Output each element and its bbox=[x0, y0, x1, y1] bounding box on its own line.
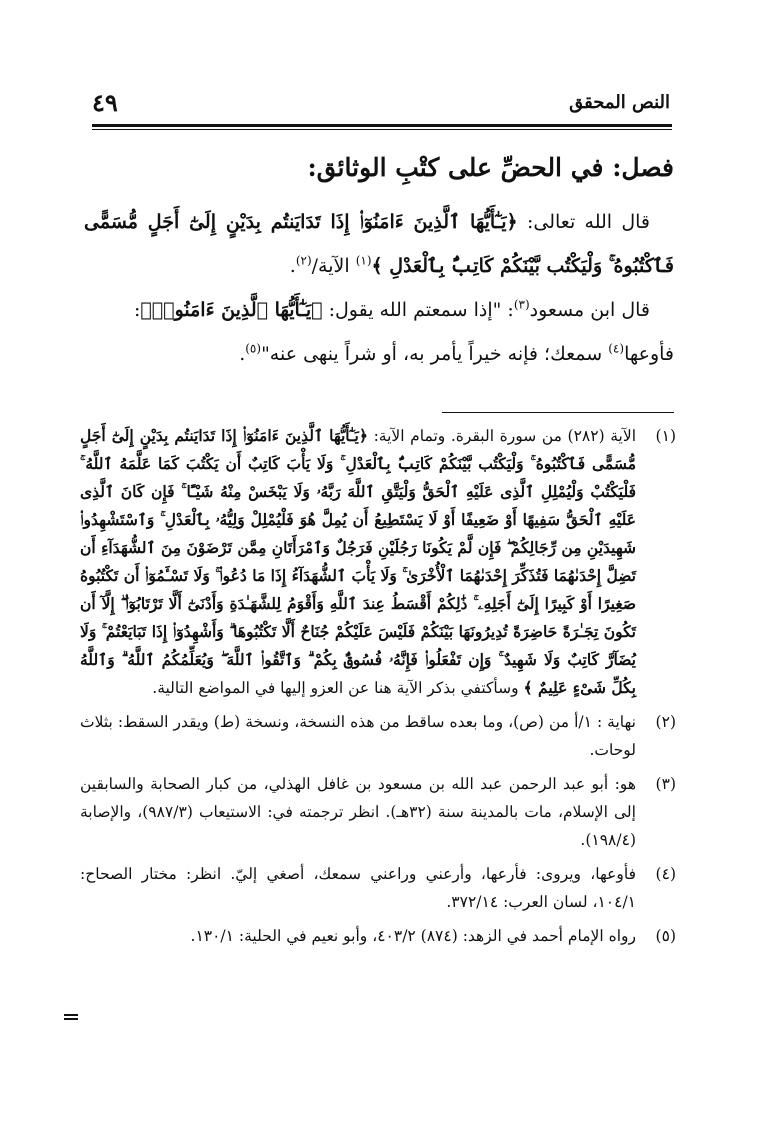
narrator-text: قال ابن مسعود bbox=[529, 299, 650, 321]
footnote-verse: ﴿يَـٰٓأَيُّهَا ٱلَّذِينَ ءَامَنُوٓا۟ إِذَا تَدَايَنتُم بِدَيْنٍ إِلَىٰٓ أَجَلٍ مُّسَمًّى فَٱكْتُبُوهُ ۚ وَلْيَكْتُب بَّيْنَكُمْ كَاتِبٌۢ بِٱلْعَدْلِ ۚ وَلَا يَأْبَ كَاتِبٌ أَن يَكْتُبَ كَمَا عَلَّمَهُ ٱللَّهُ ۚ فَلْيَكْتُبْ وَلْيُمْلِلِ ٱلَّذِى عَلَيْهِ ٱلْحَقُّ وَلْيَتَّقِ ٱللَّهَ رَبَّهُۥ وَلَا يَبْخَسْ مِنْهُ شَيْـًٔا ۚ فَإِن كَانَ ٱلَّذِى عَلَيْهِ ٱلْحَقُّ سَفِيهًا أَوْ ضَعِيفًا أَوْ لَا يَسْتَطِيعُ أَن يُمِلَّ هُوَ فَلْيُمْلِلْ وَلِيُّهُۥ بِٱلْعَدْلِ ۚ وَٱسْتَشْهِدُوا۟ شَهِيدَيْنِ مِن رِّجَالِكُمْ ۖ فَإِن لَّمْ يَكُونَا رَجُلَيْنِ فَرَجُلٌ وَٱمْرَأَتَانِ مِمَّن تَرْضَوْنَ مِنَ ٱلشُّهَدَآءِ أَن تَضِلَّ إِحْدَىٰهُمَا فَتُذَكِّرَ إِحْدَىٰهُمَا ٱلْأُخْرَىٰ ۚ وَلَا يَأْبَ ٱلشُّهَدَآءُ إِذَا مَا دُعُوا۟ ۚ وَلَا تَسْـَٔمُوٓا۟ أَن تَكْتُبُوهُ صَغِيرًا أَوْ كَبِيرًا إِلَىٰٓ أَجَلِهِۦ ۚ ذَٰلِكُمْ أَقْسَطُ عِندَ ٱللَّهِ وَأَقْوَمُ لِلشَّهَـٰدَةِ وَأَدْنَىٰٓ أَلَّا تَرْتَابُوٓا۟ ۖ إِلَّآ أَن تَكُونَ تِجَـٰرَةً حَاضِرَةً تُدِيرُونَهَا بَيْنَكُمْ فَلَيْسَ عَلَيْكُمْ جُنَاحٌ أَلَّا تَكْتُبُوهَا ۗ وَأَشْهِدُوٓا۟ إِذَا تَبَايَعْتُمْ ۚ وَلَا يُضَآرَّ كَاتِبٌ وَلَا شَهِيدٌ ۚ وَإِن تَفْعَلُوا۟ فَإِنَّهُۥ فُسُوقٌۢ بِكُمْ ۗ وَٱتَّقُوا۟ ٱللَّهَ ۖ وَيُعَلِّمُكُمُ ٱللَّهُ ۗ وَٱللَّهُ بِكُلِّ شَىْءٍ عَلِيمٌ ﴾ bbox=[80, 426, 636, 697]
footnote-text: رواه الإمام أحمد في الزهد: (٨٧٤) ٤٠٣/٢، وأبو نعيم في الحلية: ١٣٠/١. bbox=[190, 927, 636, 945]
footnote-text: الآية (٢٨٢) من سورة البقرة. وتمام الآية: bbox=[367, 427, 637, 445]
footnote-ref-3[interactable]: (٣) bbox=[513, 297, 530, 312]
continuation-text: فأوعها bbox=[624, 343, 674, 365]
footnote-number: (١) bbox=[655, 427, 676, 445]
footnote-ref-1[interactable]: (١) bbox=[355, 253, 372, 268]
verse-ayah-label: الآية/ bbox=[311, 255, 356, 277]
footnote-text-suffix: وسأكتفي بذكر الآية هنا عن العزو إليها في المواضع التالية. bbox=[152, 679, 524, 697]
footnote-4 bbox=[80, 860, 676, 916]
header-rule-thin bbox=[92, 129, 672, 130]
main-text bbox=[84, 200, 674, 376]
punctuation: . bbox=[239, 343, 246, 365]
quran-phrase: ﴿يَـٰٓأَيُّهَا ٱلَّذِينَ ءَامَنُوا۟﴾ bbox=[140, 299, 323, 321]
footnote-ref-2[interactable]: (٢) bbox=[295, 253, 312, 268]
footnote-ref-4[interactable]: (٤) bbox=[608, 341, 625, 356]
footnote-3 bbox=[80, 770, 676, 854]
footnote-separator bbox=[442, 412, 674, 413]
footnote-number: (٣) bbox=[655, 775, 676, 793]
margin-mark bbox=[64, 1018, 78, 1020]
paragraph-continuation bbox=[84, 332, 674, 376]
footnote-number: (٢) bbox=[655, 713, 676, 731]
footnote-text: هو: أبو عبد الرحمن عبد الله بن مسعود بن غافل الهذلي، من كبار الصحابة والسابقين إلى الإسلام، مات بالمدينة سنة (٣٢هـ). انظر ترجمته في: الاستيعاب (٩٨٧/٣)، والإصابة (١٩٨/٤). bbox=[80, 775, 636, 849]
footnote-5 bbox=[80, 922, 676, 950]
footnote-ref-5[interactable]: (٥) bbox=[245, 341, 262, 356]
paragraph-verse bbox=[84, 200, 674, 288]
verse-intro: قال الله تعالى: bbox=[517, 211, 651, 233]
punctuation: : bbox=[133, 299, 141, 321]
footnote-1 bbox=[80, 422, 676, 702]
footnote-text: فأوعها، ويروى: فأرعها، وأرعني وراعني سمعك، أصغي إليّ. انظر: مختار الصحاح: ١٠٤/١، لسان العرب: ٣٧٢/١٤. bbox=[80, 865, 636, 911]
section-heading: فصل: في الحضِّ على كتْبِ الوثائق: bbox=[307, 153, 674, 182]
footnote-2 bbox=[80, 708, 676, 764]
quote-start: : "إذا سمعتم الله يقول: bbox=[322, 299, 514, 321]
punctuation: . bbox=[289, 255, 296, 277]
footnote-number: (٥) bbox=[655, 927, 676, 945]
footnotes bbox=[80, 422, 676, 956]
continuation-rest: سمعك؛ فإنه خيراً يأمر به، أو شراً ينهى عنه" bbox=[261, 343, 609, 365]
quran-verse: ﴿يَـٰٓأَيُّهَا ٱلَّذِينَ ءَامَنُوٓا۟ إِذَا تَدَايَنتُم بِدَيْنٍ إِلَىٰٓ أَجَلٍ مُّسَمًّى فَٱكْتُبُوهُ ۚ وَلْيَكْتُب بَّيْنَكُمْ كَاتِبٌۢ بِٱلْعَدْلِ ﴾ bbox=[84, 211, 674, 277]
running-title: النص المحقق bbox=[569, 92, 670, 113]
margin-mark bbox=[64, 1014, 78, 1016]
footnote-text: نهاية : ١/أ من (ص)، وما بعده ساقط من هذه النسخة، ونسخة (ط) ويقدر السقط: بثلاث لوحات. bbox=[80, 713, 636, 759]
header-rule-thick bbox=[92, 124, 672, 127]
page-number: ٤٩ bbox=[92, 88, 118, 117]
footnote-number: (٤) bbox=[655, 865, 676, 883]
paragraph-ibn-masud bbox=[84, 288, 674, 332]
page-header bbox=[92, 88, 670, 118]
